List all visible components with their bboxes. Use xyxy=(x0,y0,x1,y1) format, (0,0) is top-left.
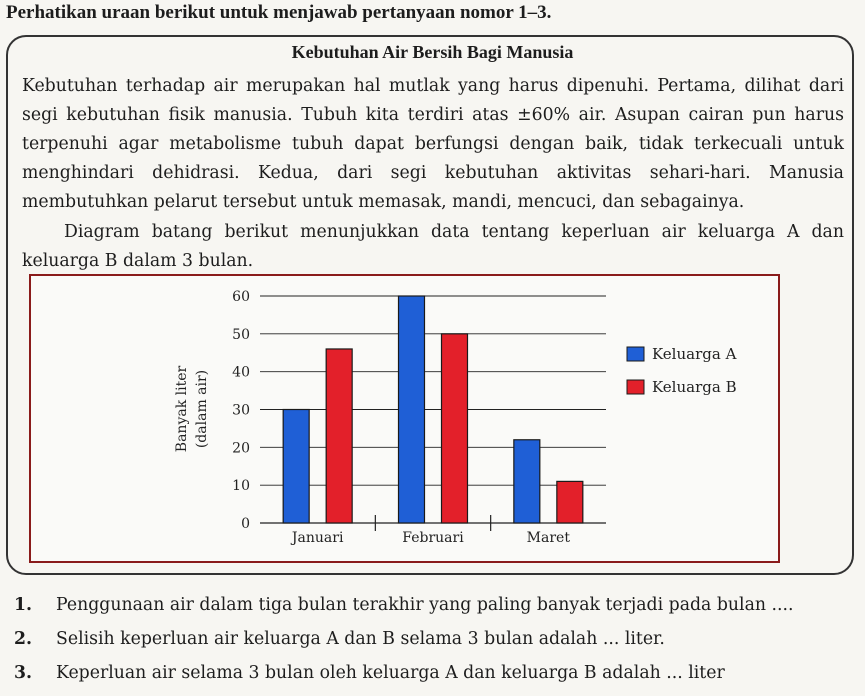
bar-keluarga-b xyxy=(326,349,352,523)
y-tick-label: 40 xyxy=(232,364,250,381)
bar-keluarga-b xyxy=(442,334,468,523)
y-tick-label: 30 xyxy=(232,402,250,419)
y-tick-label: 50 xyxy=(232,326,250,343)
question-list xyxy=(14,588,854,690)
question-item xyxy=(14,622,854,656)
question-text: Keperluan air selama 3 bulan oleh keluarga A dan keluarga B adalah ... liter xyxy=(56,663,725,683)
legend-swatch xyxy=(627,347,644,361)
x-tick-label: Maret xyxy=(526,530,570,546)
y-tick-label: 10 xyxy=(232,478,250,495)
question-text: Penggunaan air dalam tiga bulan terakhir yang paling banyak terjadi pada bulan .... xyxy=(56,595,794,615)
question-item xyxy=(14,656,854,690)
question-number: 3. xyxy=(14,663,33,683)
x-tick-label: Februari xyxy=(402,530,464,546)
question-number: 2. xyxy=(14,629,33,649)
question-text: Selisih keperluan air keluarga A dan B selama 3 bulan adalah ... liter. xyxy=(56,629,665,649)
passage-paragraph-1: Kebutuhan terhadap air merupakan hal mutlak yang harus dipenuhi. Pertama, dilihat dari segi kebutuhan fisik manusia. Tubuh kita terdiri atas ±60% air. Asupan cairan pun harus terpenuhi agar metabolisme tubuh dapat berfungsi dengan baik, tidak terkecuali untuk menghindari dehidrasi. Kedua, dari segi kebutuhan aktivitas sehari-hari. Manusia membutuhkan pelarut tersebut untuk memasak, mandi, mencuci, dan sebagainya. xyxy=(22,76,844,212)
question-item xyxy=(14,588,854,622)
legend-swatch xyxy=(627,380,644,394)
legend-label: Keluarga A xyxy=(652,345,737,363)
bar-keluarga-a xyxy=(283,410,309,524)
passage-title: Kebutuhan Air Bersih Bagi Manusia xyxy=(291,42,574,62)
bar-chart xyxy=(29,274,780,563)
y-axis-label: Banyak liter xyxy=(174,365,190,453)
y-tick-label: 20 xyxy=(232,440,250,457)
y-axis-label: (dalam air) xyxy=(194,369,210,449)
passage-paragraph-2: Diagram batang berikut menunjukkan data tentang keperluan air keluarga A dan keluarga B dalam 3 bulan. xyxy=(22,222,844,271)
bar-keluarga-b xyxy=(557,481,583,523)
question-number: 1. xyxy=(14,595,33,615)
bar-keluarga-a xyxy=(399,296,425,523)
y-tick-label: 60 xyxy=(232,289,250,305)
legend-label: Keluarga B xyxy=(652,378,737,396)
intro-instruction: Perhatikan uraan berikut untuk menjawab pertanyaan nomor 1–3. xyxy=(6,2,552,23)
x-tick-label: Januari xyxy=(291,530,344,546)
bar-keluarga-a xyxy=(514,440,540,523)
y-tick-label: 0 xyxy=(241,516,250,532)
